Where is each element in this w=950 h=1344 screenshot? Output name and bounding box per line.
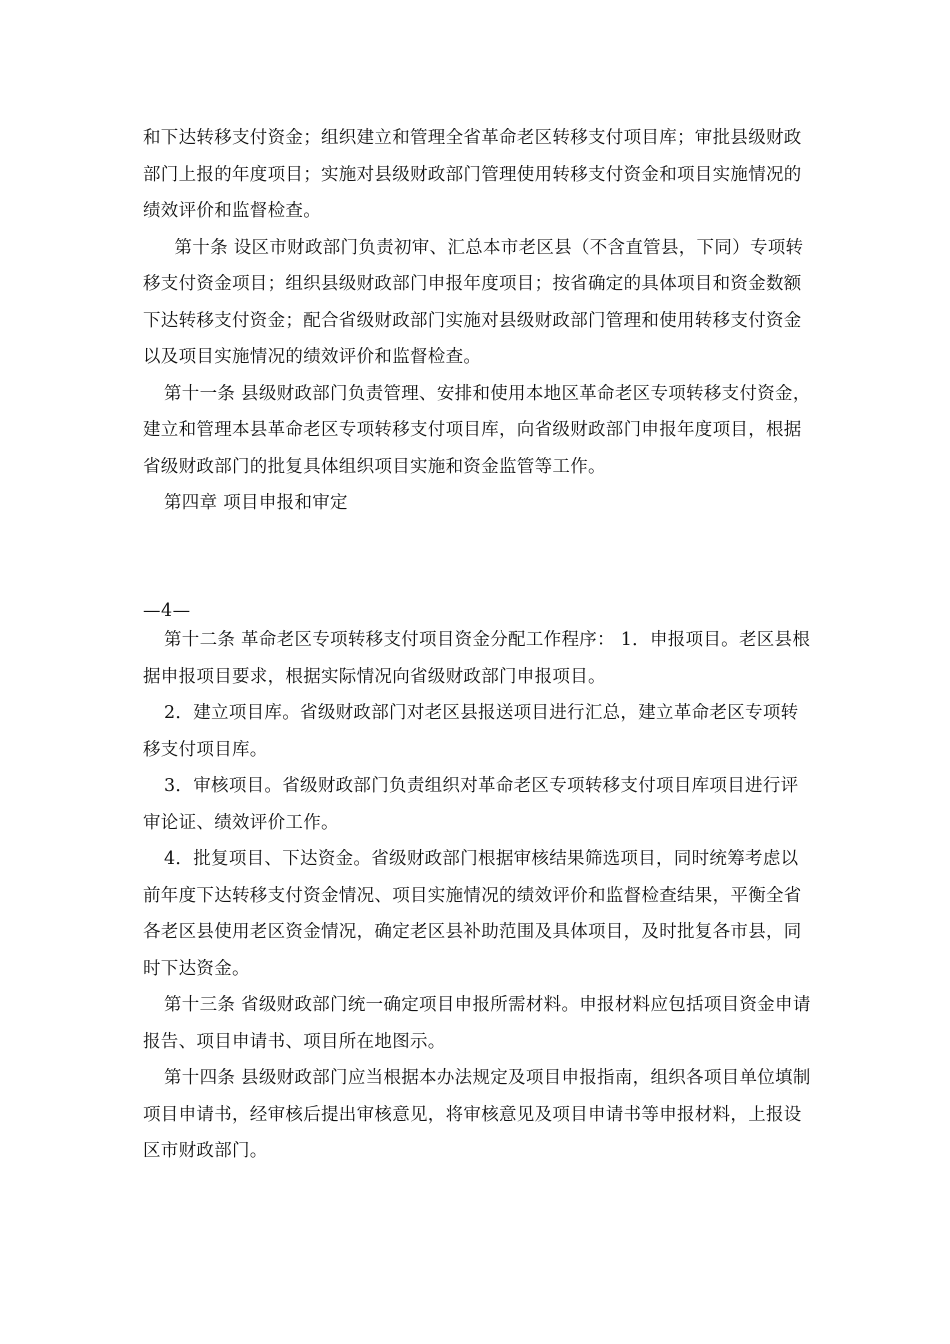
paragraph-continuation: 和下达转移支付资金；组织建立和管理全省革命老区转移支付项目库；审批县级财政部门上报的年度项目；实施对县级财政部门管理使用转移支付资金和项目实施情况的绩效评价和监督检查。 — [143, 128, 802, 221]
bottom-text-section — [143, 622, 815, 1170]
chapter-heading: 第四章 项目申报和审定 — [164, 493, 348, 513]
paragraph-article-12: 第十二条 革命老区专项转移支付项目资金分配工作程序： 1．申报项目。老区县根据申报项目要求，根据实际情况向省级财政部门申报项目。 — [143, 630, 811, 687]
paragraph-article-11: 第十一条 县级财政部门负责管理、安排和使用本地区革命老区专项转移支付资金，建立和管理本县革命老区专项转移支付项目库，向省级财政部门申报年度项目，根据省级财政部门的批复具体组织项目实施和资金监管等工作。 — [143, 383, 811, 477]
page-number: —4— — [143, 601, 191, 621]
top-text-section — [143, 120, 815, 522]
paragraph-step-2: 2．建立项目库。省级财政部门对老区县报送项目进行汇总，建立革命老区专项转移支付项目库。 — [143, 703, 799, 760]
paragraph-article-10: 第十条 设区市财政部门负责初审、汇总本市老区县（不含直管县，下同）专项转移支付资金项目；组织县级财政部门申报年度项目；按省确定的具体项目和资金数额下达转移支付资金；配合省级财政部门实施对县级财政部门管理和使用转移支付资金以及项目实施情况的绩效评价和监督检查。 — [143, 237, 804, 367]
paragraph-article-14: 第十四条 县级财政部门应当根据本办法规定及项目申报指南，组织各项目单位填制项目申请书，经审核后提出审核意见，将审核意见及项目申请书等申报材料，上报设区市财政部门。 — [143, 1068, 811, 1161]
paragraph-step-3: 3．审核项目。省级财政部门负责组织对革命老区专项转移支付项目库项目进行评审论证、绩效评价工作。 — [143, 776, 799, 833]
paragraph-step-4: 4．批复项目、下达资金。省级财政部门根据审核结果筛选项目，同时统筹考虑以前年度下达转移支付资金情况、项目实施情况的绩效评价和监督检查结果，平衡全省各老区县使用老区资金情况，确定老区县补助范围及具体项目，及时批复各市县，同时下达资金。 — [143, 849, 802, 979]
paragraph-article-13: 第十三条 省级财政部门统一确定项目申报所需材料。申报材料应包括项目资金申请报告、项目申请书、项目所在地图示。 — [143, 995, 811, 1052]
